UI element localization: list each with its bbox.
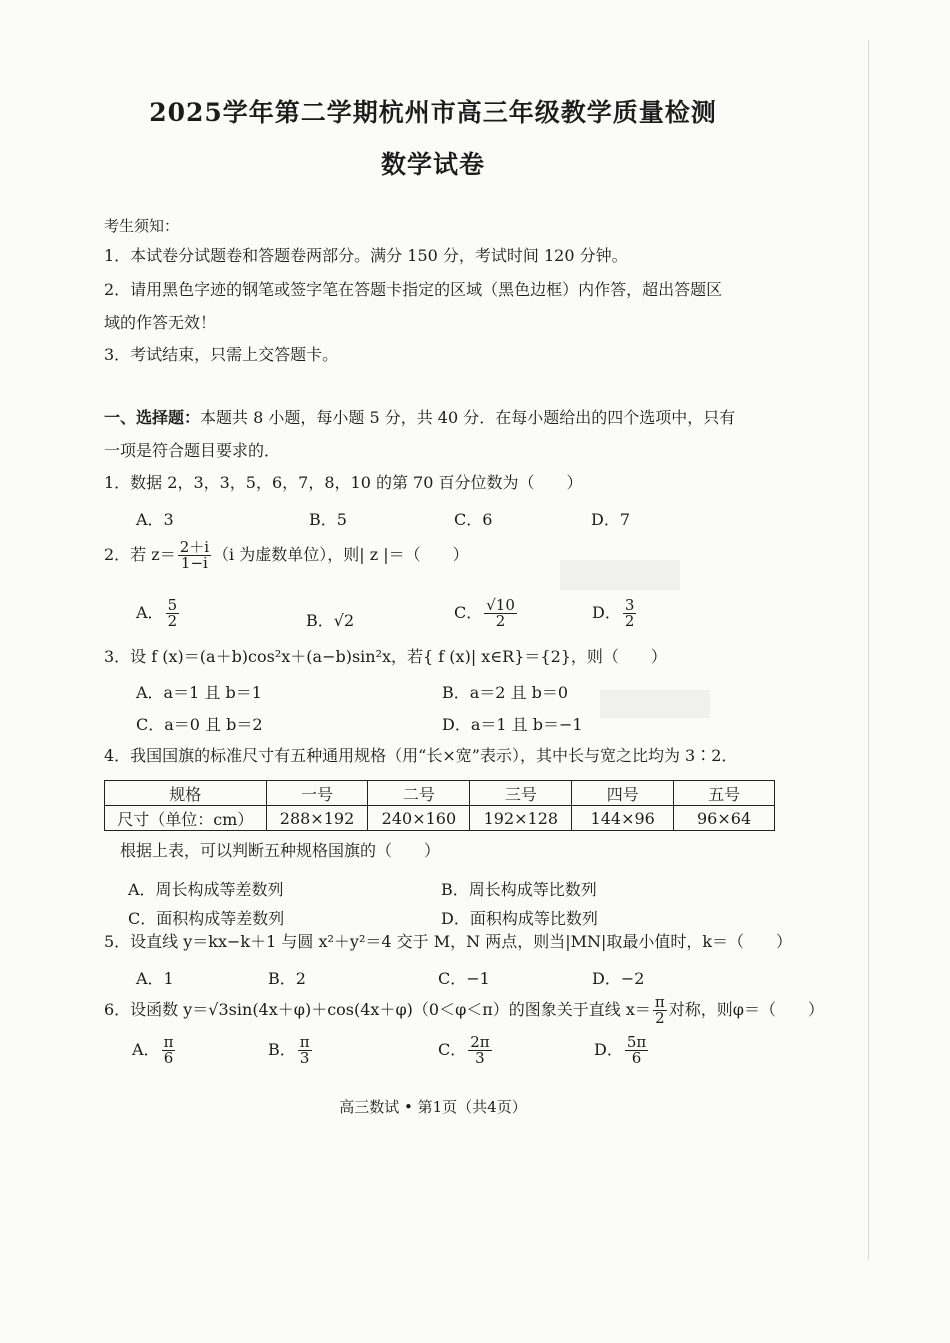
q2-fraction xyxy=(178,540,211,571)
q2-option-c-label: C． xyxy=(454,603,483,622)
q2-option-d-label: D． xyxy=(592,603,621,622)
q5-option-a: A．1 xyxy=(136,969,174,988)
q6-option-b-fraction xyxy=(298,1035,312,1066)
page-title: 2025学年第二学期杭州市高三年级教学质量检测 xyxy=(149,98,717,127)
q5-option-c: C．−1 xyxy=(438,969,490,988)
q6-option-a-label: A． xyxy=(132,1040,160,1059)
q2-option-c-num: √10 xyxy=(486,596,515,614)
section-heading xyxy=(104,408,735,428)
q1-option-a: A．3 xyxy=(136,510,174,529)
q6-option-a xyxy=(132,1035,177,1066)
q6-option-c-den: 3 xyxy=(475,1049,485,1067)
table-row xyxy=(105,806,775,831)
table-cell: 288×192 xyxy=(266,806,368,831)
notice-item-2a: 2．请用黑色字迹的钢笔或签字笔在答题卡指定的区域（黑色边框）内作答，超出答题区 xyxy=(104,280,723,299)
q1-option-b: B．5 xyxy=(309,510,347,529)
q6-option-c-label: C． xyxy=(438,1040,467,1059)
notice-item-3: 3．考试结束，只需上交答题卡。 xyxy=(104,345,339,364)
q2-denominator: 1−i xyxy=(180,554,208,572)
q2-option-b: B．√2 xyxy=(306,611,355,630)
q2-option-c xyxy=(454,598,519,629)
scan-smudge xyxy=(600,690,710,718)
q2-numerator: 2＋i xyxy=(179,538,210,556)
q6-option-a-fraction xyxy=(162,1035,176,1066)
q4-option-a: A．周长构成等差数列 xyxy=(128,880,284,899)
q2-option-a-den: 2 xyxy=(167,612,178,630)
q6-option-b-label: B． xyxy=(268,1040,296,1059)
q6-x-fraction xyxy=(653,995,667,1026)
page-footer: 高三数试 • 第1页（共4页） xyxy=(339,1098,527,1116)
table-cell: 144×96 xyxy=(572,806,674,831)
q6-option-d-label: D． xyxy=(594,1040,623,1059)
table-header-cell: 二号 xyxy=(368,781,470,806)
q1-option-d: D．7 xyxy=(591,510,631,529)
q6-option-b-num: π xyxy=(299,1033,310,1051)
q6-option-c-fraction xyxy=(468,1035,491,1066)
notice-item-2b: 域的作答无效！ xyxy=(104,313,217,332)
q1-stem: 1．数据 2，3，3，5，6，7，8，10 的第 70 百分位数为（ ） xyxy=(104,473,583,492)
q6-stem xyxy=(104,995,824,1026)
q6-x-num: π xyxy=(654,993,665,1011)
scan-smudge xyxy=(560,560,680,590)
q6-option-c xyxy=(438,1035,494,1066)
q6-option-d-den: 6 xyxy=(631,1049,642,1067)
q6-option-b-den: 3 xyxy=(299,1049,310,1067)
q6-option-a-den: 6 xyxy=(163,1049,174,1067)
q4-option-d: D．面积构成等比数列 xyxy=(441,909,598,928)
table-header-cell: 规格 xyxy=(105,781,267,806)
table-header-cell: 五号 xyxy=(674,781,775,806)
q2-stem xyxy=(104,540,469,571)
q3-stem: 3．设 f (x)＝(a＋b)cos²x＋(a−b)sin²x，若{ f (x)| x∈R}＝{2}，则（ ） xyxy=(104,647,667,666)
table-cell: 240×160 xyxy=(368,806,470,831)
q3-option-d: D．a＝1 且 b＝−1 xyxy=(442,715,583,734)
notice-heading: 考生须知： xyxy=(104,217,180,235)
table-header-cell: 四号 xyxy=(572,781,674,806)
q6-option-b xyxy=(268,1035,314,1066)
table-cell: 尺寸（单位：cm） xyxy=(105,806,267,831)
q6-option-d-num: 5π xyxy=(626,1033,647,1051)
q5-option-b: B．2 xyxy=(268,969,306,988)
q4-follow-text: 根据上表，可以判断五种规格国旗的（ ） xyxy=(120,841,441,860)
q2-option-c-fraction xyxy=(484,598,517,629)
notice-item-1: 1．本试卷分试题卷和答题卷两部分。满分 150 分，考试时间 120 分钟。 xyxy=(104,246,628,265)
q2-option-a-label: A． xyxy=(136,603,164,622)
q4-option-b: B．周长构成等比数列 xyxy=(441,880,597,899)
q2-option-d-num: 3 xyxy=(624,596,635,614)
q2-option-d xyxy=(592,598,638,629)
q2-option-d-den: 2 xyxy=(624,612,635,630)
q3-option-a: A．a＝1 且 b＝1 xyxy=(136,683,262,702)
table-cell: 192×128 xyxy=(470,806,572,831)
table-header-cell: 三号 xyxy=(470,781,572,806)
q5-option-d: D．−2 xyxy=(592,969,645,988)
q6-stem-pre: 6．设函数 y＝√3sin(4x＋φ)＋cos(4x＋φ)（0＜φ＜π）的图象关于直线 x＝ xyxy=(104,1000,651,1019)
q2-option-c-den: 2 xyxy=(495,612,506,630)
q6-x-den: 2 xyxy=(655,1009,665,1027)
q2-option-a xyxy=(136,598,181,629)
q2-option-a-fraction xyxy=(166,598,180,629)
q2-stem-pre: 2．若 z＝ xyxy=(104,545,176,564)
q5-stem: 5．设直线 y＝kx−k＋1 与圆 x²＋y²＝4 交于 M，N 两点，则当|MN|取最小值时，k＝（ ） xyxy=(104,932,793,951)
page-subtitle: 数学试卷 xyxy=(380,150,485,179)
flag-size-table xyxy=(104,780,775,831)
q2-option-a-num: 5 xyxy=(167,596,178,614)
q6-option-c-num: 2π xyxy=(470,1033,490,1051)
q6-option-a-num: π xyxy=(163,1033,174,1051)
section-text-a: 本题共 8 小题，每小题 5 分，共 40 分．在每小题给出的四个选项中，只有 xyxy=(200,408,736,427)
q2-option-d-fraction xyxy=(623,598,637,629)
table-header-cell: 一号 xyxy=(266,781,368,806)
q3-option-c: C．a＝0 且 b＝2 xyxy=(136,715,263,734)
q6-option-d-fraction xyxy=(625,1035,648,1066)
q6-stem-post: 对称，则φ＝（ ） xyxy=(668,1000,824,1019)
q3-option-b: B．a＝2 且 b＝0 xyxy=(442,683,569,702)
section-text-b: 一项是符合题目要求的． xyxy=(104,441,281,460)
q6-option-d xyxy=(594,1035,650,1066)
scan-edge-line xyxy=(868,40,869,1260)
q2-stem-post: （i 为虚数单位），则| z |＝（ ） xyxy=(213,545,469,564)
table-header-row xyxy=(105,781,775,806)
q4-option-c: C．面积构成等差数列 xyxy=(128,909,285,928)
section-label: 一、选择题： xyxy=(104,408,201,427)
q4-stem: 4．我国国旗的标准尺寸有五种通用规格（用“长×宽”表示），其中长与宽之比均为 3∶2． xyxy=(104,746,738,765)
table-cell: 96×64 xyxy=(674,806,775,831)
q1-option-c: C．6 xyxy=(454,510,493,529)
